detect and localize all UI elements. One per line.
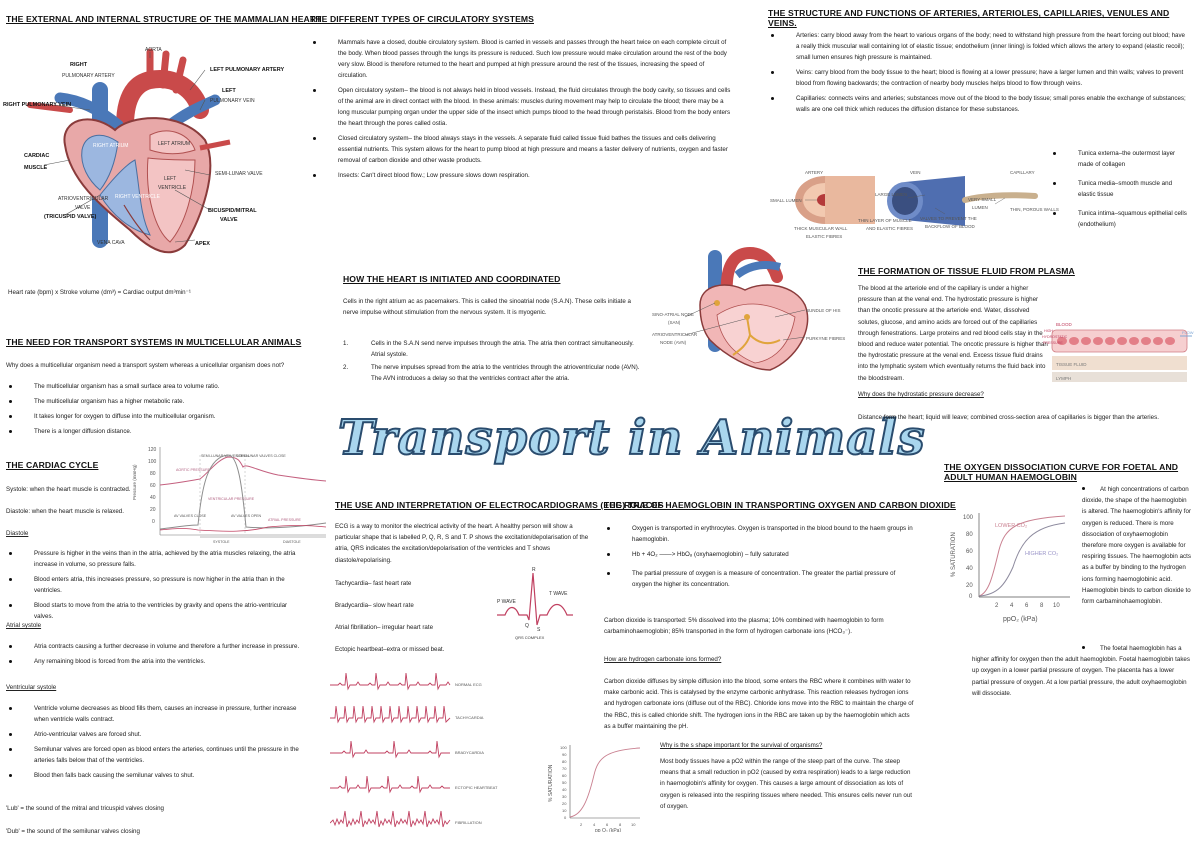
- av-close-label: AV VALVES CLOSE: [174, 514, 207, 518]
- artery-label: ARTERY: [805, 170, 824, 175]
- label-bicuspid: BICUSPID/MITRAL: [208, 208, 257, 214]
- heart-structure-heading: THE EXTERNAL AND INTERNAL STRUCTURE OF THE MAMMALIAN HEART: [6, 14, 322, 24]
- label-bicuspid-2: VALVE: [220, 217, 238, 223]
- san-label-2: (SAN): [668, 320, 681, 325]
- semi-close-label: SEMI-LUNAR VALVES CLOSE: [236, 454, 286, 458]
- ytick: 60: [562, 773, 567, 778]
- bullet-dot: [1082, 646, 1085, 649]
- label-semilunar: SEMI-LUNAR VALVE: [215, 171, 263, 177]
- dissociation-heading: THE OXYGEN DISSOCIATION CURVE FOR FOETAL AND ADULT HUMAN HAEMOGLOBIN: [944, 462, 1179, 482]
- xtick: 8: [1040, 603, 1044, 609]
- circulatory-list: [310, 37, 735, 185]
- lower-co2-label: LOWER CO₂: [995, 523, 1028, 529]
- xtick: 2: [995, 603, 999, 609]
- vessels-heading: THE STRUCTURE AND FUNCTIONS OF ARTERIES, ARTERIOLES, CAPILLARIES, VENULES AND VEINS.: [768, 8, 1170, 28]
- s-label: S: [537, 627, 541, 633]
- hydrostatic-label: HYDROSTATIC: [1042, 335, 1068, 339]
- y-axis-label: Pressure (mmHg): [132, 464, 137, 500]
- ytick: 120: [148, 447, 157, 453]
- x-axis-label: pp O₂ (kPa): [595, 828, 622, 832]
- semi-open-label: SEMI-LUNAR VALVES OPEN: [201, 454, 249, 458]
- list-number: 2.: [343, 364, 349, 371]
- trace-label: FIBRILLATION: [455, 820, 482, 825]
- ytick: 80: [150, 471, 156, 477]
- x-axis-label: ppO₂ (kPa): [1003, 616, 1038, 623]
- list-item: It takes longer for oxygen to diffuse into the multicellular organism.: [6, 411, 306, 422]
- ytick: 80: [966, 532, 973, 538]
- list-item: Oxygen is transported in erythrocytes. Oxygen is transported in the blood bound to the haem groups in haemoglobin.: [604, 523, 916, 545]
- very-small-label: VERY SMALL: [968, 197, 997, 202]
- co2-transport: Carbon dioxide is transported: 5% dissolved into the plasma; 10% combined with haemoglobin to form carbaminohaemoglobin; 85% transported in the form of hydrogen carbonate ions (HCO₃⁻).: [604, 617, 884, 636]
- ytick: 20: [562, 801, 567, 806]
- label-left-pv: LEFT: [222, 88, 236, 94]
- list-text: Cells in the S.A.N send nerve impulses through the atria. The atria then contract simultaneously. Atrial systole.: [371, 340, 634, 358]
- cardiac-pressure-graph: [128, 445, 328, 550]
- s-shape-question: Why is the s shape important for the survival of organisms?: [660, 742, 823, 749]
- ytick: 40: [966, 566, 973, 572]
- ytick: 0: [969, 594, 973, 600]
- pqrst-diagram: [495, 565, 575, 640]
- ytick: 70: [562, 766, 567, 771]
- label-vena-cava: VENA CAVA: [97, 240, 125, 246]
- transport-need-heading: THE NEED FOR TRANSPORT SYSTEMS IN MULTICELLULAR ANIMALS: [6, 337, 302, 347]
- ectopic-def: Ectopic heartbeat–extra or missed beat.: [335, 646, 445, 653]
- diastole-list: [6, 548, 301, 626]
- avn-label: ATRIOVENTRICULAR: [652, 332, 698, 337]
- list-item: The multicellular organism has a small surface area to volume ratio.: [6, 381, 306, 392]
- haemoglobin-list: [604, 523, 916, 594]
- tissue-fluid-heading: THE FORMATION OF TISSUE FLUID FROM PLASMA: [858, 266, 1075, 276]
- list-item: There is a longer diffusion distance.: [6, 426, 306, 437]
- dub-sound: 'Dub' = the sound of the semilunar valves closing: [6, 828, 140, 835]
- ytick: 0: [152, 519, 155, 525]
- ytick: 10: [562, 808, 567, 813]
- heart-diagram: [0, 30, 290, 260]
- transport-need-list: [6, 381, 306, 441]
- trace-label: NORMAL ECG: [455, 682, 482, 687]
- san-label: SINO-ATRIAL NODE: [652, 312, 695, 317]
- xtick: 4: [593, 822, 596, 827]
- cardiac-cycle-heading: THE CARDIAC CYCLE: [6, 460, 99, 470]
- thick-wall-label: THICK MUSCULAR WALL: [794, 226, 848, 231]
- thin-walls-label: THIN, POROUS WALLS: [1010, 207, 1059, 212]
- dissociation-graph: [945, 505, 1075, 630]
- label-av-2: VALVE: [75, 205, 91, 211]
- y-axis-label: % SATURATION: [951, 532, 957, 577]
- list-item: Pressure is higher in the veins than in the atria, achieved by the atria muscles relaxing, the atria increase in volume, so pressure falls.: [6, 548, 301, 570]
- higher-co2-label: HIGHER CO₂: [1025, 551, 1059, 557]
- label-right-pa: RIGHT: [70, 62, 88, 68]
- page-title: Transport in Animals: [338, 410, 926, 466]
- atrial-label: ATRIAL PRESSURE: [268, 518, 301, 522]
- ecg-heading: THE USE AND INTERPRETATION OF ELECTROCARDIOGRAMS (ECG) TRACES: [335, 500, 664, 510]
- ytick: 80: [562, 759, 567, 764]
- hco3-question: How are hydrogen carbonate ions formed?: [604, 656, 722, 663]
- trace-label: ECTOPIC HEARTBEAT: [455, 785, 498, 790]
- list-item: Any remaining blood is forced from the atria into the ventricles.: [6, 656, 301, 667]
- r-label: R: [532, 567, 536, 573]
- hydrostatic-question: Why does the hydrostatic pressure decrease?: [858, 391, 984, 398]
- ecg-intro: ECG is a way to monitor the electrical activity of the heart. A healthy person will show a particular shape that is labelled P, Q, R, S and T. P shows the excitation/depolarisation of the atria, QRS indicates the excitation/depolarisation of the ventricles and T shows diastole/repolarising.: [335, 523, 589, 564]
- list-item: Veins: carry blood from the body tissue to the heart; blood is flowing at a lower pressure; have a larger lumen and thin walls; valves to prevent blood from flowing backwards; the contraction of nearby body muscles helps blood to flow through veins.: [768, 67, 1188, 89]
- small-saturation-graph: [540, 740, 650, 832]
- circulatory-heading: THE DIFFERENT TYPES OF CIRCULATORY SYSTEMS: [310, 14, 534, 24]
- list-item: Insects: Can't direct blood flow.; Low pressure slows down respiration.: [310, 170, 735, 181]
- tissue-fluid-diagram: [1040, 316, 1195, 384]
- vessels-list: [768, 30, 1188, 119]
- list-item: Blood starts to move from the atria to the ventricles by gravity and opens the atrio-ventricular valves.: [6, 600, 301, 622]
- list-item: Atrio-ventricular valves are forced shut.: [6, 729, 301, 740]
- list-item: Capillaries: connects veins and arteries; substances move out of the blood to the body tissue; small pores enable the exchange of substances; walls are one cell thick which reduces the diffusion distance for these substances.: [768, 93, 1188, 115]
- lumen-label: LUMEN: [972, 205, 988, 210]
- p-wave-label: P WAVE: [497, 599, 516, 605]
- list-item: Closed circulatory system– the blood always stays in the vessels. A separate fluid called tissue fluid bathes the tissues and cells delivering essential nutrients. This system allows for the heart to pump blood at high pressure and means a faster delivery of nutrients, oxygen and faster removal of carbon dioxide and other waste products.: [310, 133, 735, 166]
- ytick: 40: [562, 787, 567, 792]
- ytick: 100: [148, 459, 157, 465]
- label-apex: APEX: [195, 241, 210, 247]
- list-item: Atria contracts causing a further decrease in volume and therefore a further increase in pressure.: [6, 641, 301, 652]
- and-elastic-label: AND ELASTIC FIBRES: [866, 226, 914, 231]
- avn-label-2: NODE (AVN): [660, 340, 687, 345]
- list-item: Blood then falls back causing the semilunar valves to shut.: [6, 770, 301, 781]
- diastole-def: Diastole: when the heart muscle is relaxed.: [6, 508, 124, 515]
- av-open-label: AV VALVES OPEN: [231, 514, 262, 518]
- list-item: Arteries: carry blood away from the heart to various organs of the body; need to withstand high pressure from the heart forcing out blood; have a really thick muscular wall containing lot of elastic tissue; endothelium (inner lining) is folded which allows the artery to expand (elastic recoil); small lumen ensures high pressure is maintained.: [768, 30, 1188, 63]
- dissociation-p2: The foetal haemoglobin has a higher affinity for oxygen then the adult haemoglobin. Foetal haemoglobin takes up oxygen in a lower partial pressure of oxygen. The placenta has a lower partial pressure of oxygen. At a low partial pressure, the adult oxyhaemoglobin will dissociate.: [972, 645, 1190, 697]
- q-label: Q: [525, 623, 529, 629]
- ytick: 30: [562, 794, 567, 799]
- ventricular-label: VENTRICULAR PRESSURE: [208, 497, 255, 501]
- blood-label: BLOOD: [1056, 322, 1072, 327]
- initiation-intro: Cells in the right atrium ac as pacemakers. This is called the sinoatrial node (S.A.N). These cells initiate a nerve impulse without stimulation from the nervous system. It is myogenic.: [343, 298, 631, 317]
- label-right-pa-2: PULMONARY ARTERY: [62, 73, 115, 79]
- diastole-subheading: Diastole: [6, 530, 29, 537]
- flow-label: FLOW: [1182, 330, 1194, 335]
- vessels-diagram: [765, 170, 1050, 242]
- label-left-atrium: LEFT ATRIUM: [158, 141, 191, 147]
- dissociation-p1: At high concentrations of carbon dioxide, the shape of the haemoglobin is altered. The haemoglobin's affinity for oxygen is reduced. There is more dissociation of oxyhaemoglobin therefore more oxygen is available for respiring tissues. The haemoglobin acts as a buffer by binding to the hydrogen ions forming haemoglobinic acid. Haemoglobin binds to carbon dioxide to form carbaminohaemoglobin.: [1082, 486, 1191, 606]
- list-text: The nerve impulses spread from the atria to the ventricles through the atrioventricular node (AVN). The AVN introduces a delay so that the ventricles contract after the atria.: [371, 364, 640, 382]
- cardiac-output-formula: Heart rate (bpm) x Stroke volume (dm³) = Cardiac output dm³min⁻¹: [8, 289, 191, 296]
- t-wave-label: T WAVE: [549, 591, 568, 597]
- ecg-traces: [330, 665, 515, 845]
- diastole-label: DIASTOLE: [283, 540, 301, 544]
- ytick: 90: [562, 752, 567, 757]
- list-item: The partial pressure of oxygen is a measure of concentration. The greater the partial pressure of oxygen the higher its concentration.: [604, 568, 916, 590]
- capillary-label: CAPILLARY: [1010, 170, 1035, 175]
- xtick: 2: [580, 822, 583, 827]
- label-left-pa: LEFT PULMONARY ARTERY: [210, 67, 285, 73]
- list-item: Tunica media–smooth muscle and elastic tissue: [1050, 178, 1190, 200]
- xtick: 4: [1010, 603, 1014, 609]
- small-lumen-label: SMALL LUMEN: [770, 198, 802, 203]
- lymph-label: LYMPH: [1056, 376, 1072, 381]
- aortic-label: AORTIC PRESSURE: [176, 468, 211, 472]
- bullet-dot: [1082, 487, 1085, 490]
- hco3-answer: Carbon dioxide diffuses by simple diffusion into the blood, some enters the RBC where it combines with water to make carbonic acid. This is catalysed by the enzyme carbonic anhydrase. This reaction releases hydrogen ions and hydrogen carbonate ions (diffuse out of the RBC). Chloride ions move into the RBC to maintain the charge of the RBC, this is called chloride shift. The hydrogen ions in the RBC are taken up by the haemoglobin which acts as a buffer maintaining the pH.: [604, 678, 914, 730]
- list-number: 1.: [343, 340, 349, 347]
- initiation-heading: HOW THE HEART IS INITIATED AND COORDINATED: [343, 274, 561, 284]
- pressure-label: PRESSURE: [1043, 341, 1063, 345]
- bradycardia-def: Bradycardia– slow heart rate: [335, 602, 414, 609]
- ytick: 40: [150, 495, 156, 501]
- s-shape-answer: Most body tissues have a pO2 within the range of the steep part of the curve. The steep means that a small reduction in pO2 (caused by extra respiration) leads to a large reduction in haemoglobin's affinity for oxygen. This causes a large amount of dissociation as lots of oxygen is released into the respiring tissues where needed. This ensures cells never run out of oxygen.: [660, 758, 912, 810]
- haemoglobin-heading: THE ROLE OF HAEMOGLOBIN IN TRANSPORTING OXYGEN AND CARBON DIOXIDE: [604, 500, 956, 510]
- systole-def: Systole: when the heart muscle is contracted.: [6, 486, 131, 493]
- ytick: 0: [564, 815, 567, 820]
- xtick: 8: [619, 822, 622, 827]
- large-lumen-label: LARGE LUMEN: [875, 192, 908, 197]
- list-item: Blood enters atria, this increases pressure, so pressure is now higher in the atria than in the ventricles.: [6, 574, 301, 596]
- valves-label: VALVES TO PREVENT THE: [920, 216, 977, 221]
- trace-label: TACHYCARDIA: [455, 715, 484, 720]
- list-item: Ventricle volume decreases as blood fills them, causes an increase in pressure, further increase when ventricle walls contract.: [6, 703, 301, 725]
- ventricular-systole-subheading: Ventricular systole: [6, 684, 57, 691]
- xtick: 6: [606, 822, 609, 827]
- list-item: Mammals have a closed, double circulatory system. Blood is carried in vessels and passes through the heart twice on each complete circuit of the body. When blood passes through the lungs its pressure is reduced. Such low pressure would make circulation around the rest of the body very slow. Blood is therefore returned to the heart and pumped at high pressure around the rest of the tissues, increasing the speed of circulation.: [310, 37, 735, 81]
- ytick: 60: [966, 549, 973, 555]
- label-cardiac: CARDIAC: [24, 153, 50, 159]
- ytick: 100: [560, 745, 567, 750]
- xtick: 6: [1025, 603, 1029, 609]
- vein-label: VEIN: [910, 170, 921, 175]
- ytick: 20: [150, 507, 156, 513]
- elastic-label: ELASTIC FIBRES: [806, 234, 843, 239]
- list-item: Hb + 4O₂ ——> HbO₈ (oxyhaemoglobin) – fully saturated: [604, 549, 916, 560]
- y-axis-label: % SATURATION: [548, 764, 554, 802]
- systole-label: SYSTOLE: [213, 540, 230, 544]
- label-left-ventricle-2: VENTRICLE: [158, 185, 187, 191]
- thin-layer-label: THIN LAYER OF MUSCLE: [858, 218, 912, 223]
- tissue-fluid-text: The blood at the arteriole end of the capillary is under a higher pressure than at the venal end. The hydrostatic pressure is higher than the oncotic pressure at the arteriole end. Water, dissolved solutes, glucose, and amino acids are forced out of the capillaries through fenestrations. Large proteins and red blood cells stay in the blood and reduce water potential. The oncotic pressure is higher than the hydrostatic pressure at the venal end. Excess tissue fluid drains into the lymphatic system which eventually returns the fluid back into the bloodstream.: [858, 285, 1048, 382]
- xtick: 10: [1053, 603, 1060, 609]
- hydrostatic-answer: Distance form the heart; liquid will leave; combined cross-section area of capillaries is bigger than the arteries.: [858, 414, 1159, 421]
- tissue-label: TISSUE FLUID: [1056, 362, 1087, 367]
- list-item: Open circulatory system– the blood is not always held in blood vessels. Instead, the fluid circulates through the body cavity, so tissues and cells of the animal are in direct contact with the blood. In these animals: muscles during movement may help to circulate the blood; there may be a long muscular pumping organ under the upper side of the insect which pumps blood to the head through peristalsis. Blood from the body enters the heart through the pores called ostia.: [310, 85, 735, 129]
- tachycardia-def: Tachycardia– fast heart rate: [335, 580, 412, 587]
- label-right-atrium: RIGHT ATRIUM: [93, 143, 129, 149]
- transport-need-question: Why does a multicellular organism need a transport system whereas a unicellular organism does not?: [6, 362, 285, 369]
- label-aorta: AORTA: [145, 47, 162, 53]
- qrs-label: QRS COMPLEX: [515, 635, 545, 640]
- tunica-list: [1050, 148, 1190, 234]
- ytick: 20: [966, 583, 973, 589]
- atrial-systole-list: [6, 641, 301, 671]
- list-item: The multicellular organism has a higher metabolic rate.: [6, 396, 306, 407]
- purkyne-label: PURKYNE FIBRES: [806, 336, 846, 341]
- label-left-ventricle: LEFT: [164, 176, 177, 182]
- atrial-systole-subheading: Atrial systole: [6, 622, 42, 629]
- xtick: 10: [631, 822, 636, 827]
- initiation-list: [343, 338, 643, 386]
- ytick: 50: [562, 780, 567, 785]
- label-av: ATRIOVENTRICULAR: [58, 196, 109, 202]
- bundle-label: BUNDLE OF HIS: [806, 308, 841, 313]
- lub-sound: 'Lub' = the sound of the mitral and tricuspid valves closing: [6, 805, 164, 812]
- backflow-label: BACKFLOW OF BLOOD: [925, 224, 975, 229]
- list-item: Tunica externa–the outermost layer made of collagen: [1050, 148, 1190, 170]
- list-item: [343, 362, 643, 384]
- label-right-pv: RIGHT PULMONARY VEIN: [3, 102, 72, 108]
- high-label: HIGH: [1044, 329, 1053, 333]
- label-right-ventricle: RIGHT VENTRICLE: [115, 194, 160, 200]
- ytick: 100: [963, 515, 974, 521]
- label-left-pv-2: PULMONARY VEIN: [210, 98, 255, 104]
- list-item: Tunica intima–squamous epithelial cells (endothelium): [1050, 208, 1190, 230]
- trace-label: BRADYCARDIA: [455, 750, 484, 755]
- label-tricuspid: (TRICUSPID VALVE): [44, 214, 97, 220]
- ytick: 60: [150, 483, 156, 489]
- label-cardiac-2: MUSCLE: [24, 165, 48, 171]
- fibrillation-def: Atrial fibrillation– irregular heart rate: [335, 624, 434, 631]
- list-item: [343, 338, 643, 360]
- ventricular-systole-list: [6, 703, 301, 785]
- list-item: Semilunar valves are forced open as blood enters the arteries, continues until the pressure in the arteries falls below that of the ventricles.: [6, 744, 301, 766]
